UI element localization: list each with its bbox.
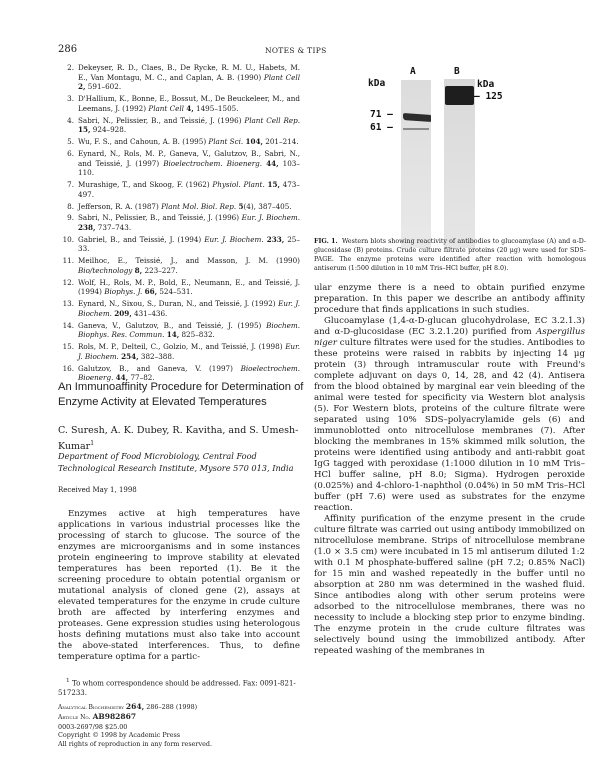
article-authors: [58, 425, 308, 453]
body-paragraph: Affinity purification of the enzyme present in the crude culture filtrate was carried out using antibody immobilized on nitrocellulose membrane. Strips of nitrocellulose membrane (1.0 × 3.5 cm) were incubated in 15 ml antiserum diluted 1:2 with 0.1 M phosphate-buffered saline (pH 7.2; 0.85% NaCl) for 15 min and washed repeatedly in the buffer until no absorption at 280 nm was determined in the washed fluid. Since antibodies along with other serum proteins were adsorbed to the nitrocellulose membranes, there was no necessity to include a blocking step prior to enzyme binding. The enzyme protein in the crude culture filtrates was selectively bound using the immobilized antibody. After repeated washing of the membranes in: [314, 514, 585, 656]
reference-item: [60, 342, 300, 361]
article-title: An Immunoaffinity Procedure for Determination of Enzyme Activity at Elevated Temperatures: [58, 381, 304, 408]
reference-number: 14.: [62, 320, 74, 330]
reference-number: 3.: [67, 94, 74, 104]
footnote: [58, 676, 300, 698]
imprint-rights: All rights of reproduction in any form reserved.: [58, 740, 212, 749]
body-text-right-column: [314, 283, 585, 657]
reference-number: 4.: [67, 115, 74, 125]
marker-71: 71 –: [370, 109, 393, 120]
reference-item: [60, 202, 300, 212]
author-names: C. Suresh, A. K. Dubey, R. Kavitha, and S. Umesh-Kumar: [58, 425, 299, 452]
reference-list: [60, 63, 300, 385]
reference-item: [60, 63, 300, 92]
reference-text: Sabri, N., Pelissier, B., and Teissié, J. (1996) Plant Cell Rep. 15, 924–928.: [78, 115, 300, 135]
reference-text: Dekeyser, R. D., Claes, B., De Rycke, R. M. U., Habets, M. E., Van Montagu, M. C., and Caplan, A. B. (1990) Plant Cell 2, 591–602.: [78, 63, 300, 92]
reference-number: 6.: [67, 148, 74, 158]
reference-number: 10.: [62, 234, 74, 244]
right-kda-label: kDa: [477, 79, 495, 90]
reference-item: [60, 299, 300, 318]
figure-caption: [314, 238, 586, 274]
reference-item: [60, 94, 300, 113]
band-61kda: [403, 128, 429, 130]
reference-text: Wolf, H., Rols, M. P., Bold, E., Neumann, E., and Teissié, J. (1994) Biophys. J. 66, 524–531.: [78, 277, 300, 297]
reference-item: [60, 137, 300, 147]
imprint-copyright: Copyright © 1998 by Academic Press: [58, 731, 181, 740]
reference-item: [60, 321, 300, 340]
reference-number: 9.: [67, 213, 74, 223]
imprint-price: 0003-2697/98 $25.00: [58, 722, 128, 731]
western-blot-figure: [370, 62, 540, 232]
author-affiliation: Department of Food Microbiology, Central Food Technological Research Institute, Mysore 570 013, India: [58, 451, 294, 473]
reference-text: Rols, M. P., Delteil, C., Golzio, M., and Teissié, J. (1998) Eur. J. Biochem. 254, 382–388.: [78, 342, 300, 361]
marker-61: 61 –: [370, 122, 393, 133]
running-head: NOTES & TIPS: [265, 46, 327, 55]
reference-number: 12.: [62, 277, 74, 287]
reference-item: [60, 116, 300, 135]
body-paragraph: ular enzyme there is a need to obtain purified enzyme preparation. In this paper we describe an antibody affinity procedure that finds applications in such studies.: [314, 283, 585, 315]
reference-number: 7.: [67, 180, 74, 190]
received-date: Received May 1, 1998: [58, 486, 137, 494]
imprint-journal: Analytical Biochemistry: [58, 704, 124, 711]
journal-imprint: [58, 703, 300, 749]
body-text-left-column: [58, 509, 300, 663]
footnote-mark: 1: [66, 678, 70, 684]
band-125kda: [445, 86, 474, 105]
caption-text: Western blots showing reactivity of antibodies to glucoamylase (A) and α-D-glucosidase (B) proteins. Crude culture filtrate proteins (20 μg) were used for SDS-PAGE. The enzyme proteins were identified after reaction with homologous antiserum (1:500 dilution in 10 mM Tris–HCl buffer, pH 8.0).: [314, 238, 586, 272]
reference-number: 8.: [67, 201, 74, 211]
body-paragraph: Glucoamylase (1,4-α-D-glucan glucohydrolase, EC 3.2.1.3) and α-D-glucosidase (EC 3.2.1.20) purified from Aspergillus niger culture filtrates were used for the studies. Antibodies to these proteins were raised in rabbits by injecting 14 μg protein (3) through intramuscular route with Freund's complete adjuvant on days 0, 14, 28, and 42 (4). Antisera from the blood obtained by marginal ear vein bleeding of the animal were tested for specificity via Western blot analysis (5). For Western blots, proteins of the culture filtrate were separated using 10% SDS–polyacrylamide gels (6) and immunoblotted onto nitrocellulose membranes (7). After blocking the membranes in 15% skimmed milk solution, the proteins were identified using antibody and anti-rabbit goat IgG tagged with peroxidase (1:1000 dilution in 10 mM Tris–HCl buffer saline, pH 8.0; Sigma). Hydrogen peroxide (0.025%) and 4-chloro-1-naphthol (0.04%) in 50 mM Tris–HCl buffer (pH 7.6) were used as substrates for the enzyme reaction.: [314, 316, 585, 513]
panel-a-label: A: [410, 66, 416, 77]
reference-item: [60, 278, 300, 297]
reference-text: Sabri, N., Pelissier, B., and Teissié, J. (1996) Eur. J. Biochem. 238, 737–743.: [78, 213, 300, 232]
reference-item: [60, 256, 300, 275]
reference-number: 16.: [62, 363, 74, 373]
reference-text: Gabriel, B., and Teissié, J. (1994) Eur. J. Biochem. 233, 25–33.: [78, 234, 300, 254]
reference-text: Ganeva, V., Galutzov, B., and Teissié, J. (1995) Biochem. Biophys. Res. Commun. 14, 825–832.: [78, 320, 300, 340]
body-paragraph: Enzymes active at high temperatures have applications in various industrial processes like the processing of starch to glucose. The source of the enzymes are microorganisms and in some instances protein engineering to improve stability at elevated temperatures has been reported (1). Be it the screening procedure to obtain potential organism or mutational analysis of cloned gene (2), assays at elevated temperatures for the enzyme in crude culture broth are affected by interfering enzymes and proteases. Gene expression studies using heterologous hosts defining mutations must also take into account the above-stated interferences. Thus, to define temperature optima for a partic-: [58, 509, 300, 662]
figure-label: FIG. 1.: [314, 238, 338, 245]
reference-number: 15.: [62, 342, 74, 352]
reference-text: Eynard, N., Rols, M. P., Ganeva, V., Galutzov, B., Sabri, N., and Teissié, J. (1997) Bioelectrochem. Bioenerg. 44, 103–110.: [78, 148, 300, 178]
imprint-volume: 264,: [125, 702, 145, 711]
author-footnote-mark: 1: [90, 439, 95, 447]
panel-b-label: B: [454, 66, 460, 77]
reference-text: Meilhoc, E., Teissié, J., and Masson, J. M. (1990) Bio/technology 8, 223–227.: [78, 256, 300, 275]
left-kda-label: kDa: [368, 78, 386, 89]
reference-number: 11.: [62, 256, 74, 266]
reference-text: Galutzov, B., and Ganeva, V. (1997) Bioelectrochem. Bioenerg. 44, 77–82.: [78, 363, 300, 383]
imprint-article-number: Article No. AB982867: [58, 711, 137, 721]
reference-item: [60, 180, 300, 199]
reference-text: Wu, F. S., and Cahoun, A. B. (1995) Plant Sci. 104, 201–214.: [78, 137, 299, 147]
reference-item: [60, 213, 300, 232]
blot-lane-a: [401, 80, 431, 248]
reference-item: [60, 235, 300, 254]
imprint-pages: 286–288 (1998): [146, 703, 198, 711]
reference-text: Murashige, T., and Skoog, F. (1962) Physiol. Plant. 15, 473–497.: [78, 180, 300, 199]
reference-text: Eynard, N., Sixou, S., Duran, N., and Teissié, J. (1992) Eur. J. Biochem. 209, 431–436.: [78, 299, 300, 318]
reference-item: [60, 149, 300, 178]
marker-125: – 125: [474, 91, 503, 102]
footnote-text: To whom correspondence should be addressed. Fax: 0091-821-517233.: [58, 679, 296, 698]
reference-text: D'Hallium, K., Bonne, E., Bossut, M., De Beuckeleer, M., and Leemans, J. (1992) Plant Cell 4, 1495–1505.: [78, 94, 300, 113]
reference-text: Jefferson, R. A. (1987) Plant Mol. Biol. Rep. 5(4), 387–405.: [78, 201, 292, 211]
reference-number: 2.: [67, 63, 74, 72]
reference-number: 5.: [67, 137, 74, 147]
page-number: 286: [58, 44, 78, 55]
reference-number: 13.: [62, 299, 74, 309]
